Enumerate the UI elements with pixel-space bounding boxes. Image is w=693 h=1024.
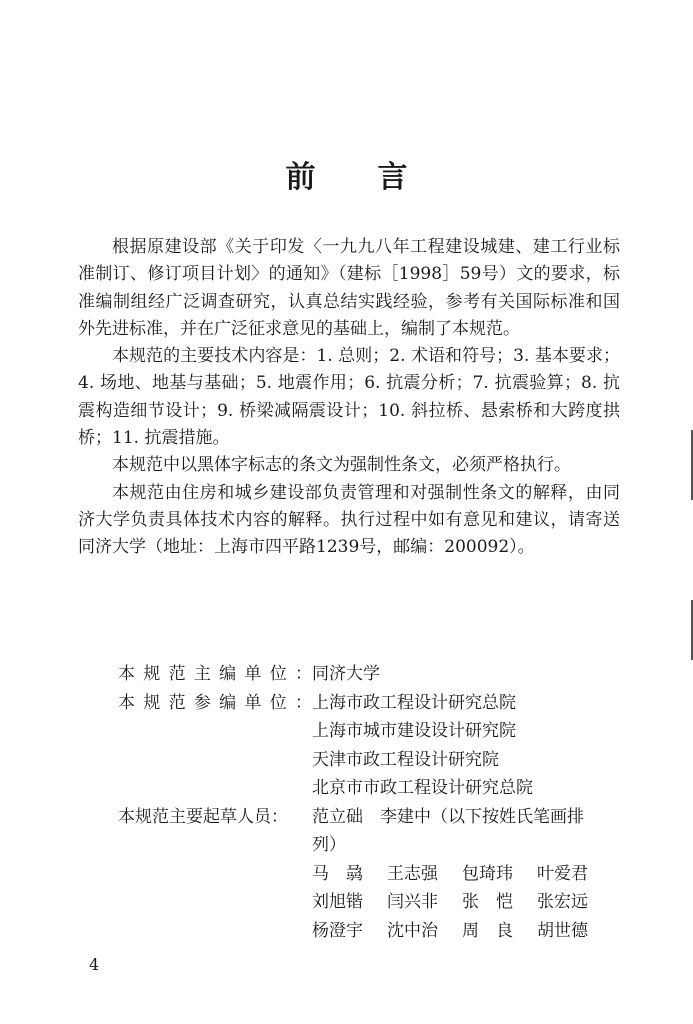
drafter-name: 张 恺 (462, 892, 513, 912)
paragraph-background: 根据原建设部《关于印发〈一九九八年工程建设城建、建工行业标准制订、修订项目计划〉的通知》（建标［1998］59号）文的要求，标准编制组经广泛调查研究，认真总结实践经验，参考有关国际标准和国外先进标准，并在广泛征求意见的基础上，编制了本规范。 (78, 237, 620, 339)
drafter-name: 张宏远 (537, 892, 588, 912)
credits-section (118, 660, 628, 945)
page-number: 4 (89, 955, 100, 974)
participating-unit: 天津市政工程设计研究院 (312, 749, 499, 770)
paragraph-mandatory-clauses: 本规范中以黑体字标志的条文为强制性条文，必须严格执行。 (112, 455, 571, 476)
drafters-name-grid (312, 860, 628, 946)
drafter-name: 胡世德 (537, 920, 588, 941)
page-title: 前言 (285, 160, 470, 195)
drafters-row (118, 803, 628, 946)
drafters-label: 本规范主要起草人员： (118, 806, 288, 827)
participating-unit: 北京市市政工程设计研究总院 (312, 778, 533, 798)
drafter-name: 叶爱君 (537, 863, 588, 884)
chief-unit-list (312, 660, 628, 689)
drafter-name: 闫兴非 (387, 892, 438, 912)
drafter-name: 马 骉 (312, 863, 363, 884)
drafters-list (312, 803, 628, 946)
chief-unit: 同济大学 (312, 664, 380, 684)
drafter-name: 王志强 (387, 863, 438, 884)
drafter-name: 周 良 (462, 920, 513, 941)
drafters-intro-line: 列） (312, 835, 346, 855)
chief-unit-row (118, 660, 628, 689)
participating-unit: 上海市城市建设设计研究院 (312, 721, 516, 741)
paragraph-main-contents: 本规范的主要技术内容是：1. 总则；2. 术语和符号；3. 基本要求；4. 场地、地基与基础；5. 地震作用；6. 抗震分析；7. 抗震验算；8. 抗震构造细节设计；9. 桥梁减隔震设计；10. 斜拉桥、悬索桥和大跨度拱桥；11. 抗震措施。 (78, 346, 620, 449)
participating-units-list (312, 689, 628, 803)
preface-body (78, 234, 620, 562)
paragraph-administration: 本规范由住房和城乡建设部负责管理和对强制性条文的解释，由同济大学负责具体技术内容的解释。执行过程中如有意见和建议，请寄送同济大学（地址：上海市四平路1239号，邮编：200092）。 (78, 482, 620, 558)
participating-unit: 上海市政工程设计研究总院 (312, 692, 516, 713)
drafter-name: 包琦玮 (462, 863, 513, 884)
chief-unit-label: 本规范主编单位： (118, 664, 312, 684)
drafter-name: 杨澄宇 (312, 920, 363, 941)
participating-units-label: 本规范参编单位： (118, 692, 312, 713)
drafter-name: 刘旭锴 (312, 892, 363, 912)
participating-units-row (118, 689, 628, 803)
drafters-intro-line: 范立础 李建中（以下按姓氏笔画排 (312, 806, 584, 827)
drafter-name: 沈中治 (387, 920, 438, 941)
